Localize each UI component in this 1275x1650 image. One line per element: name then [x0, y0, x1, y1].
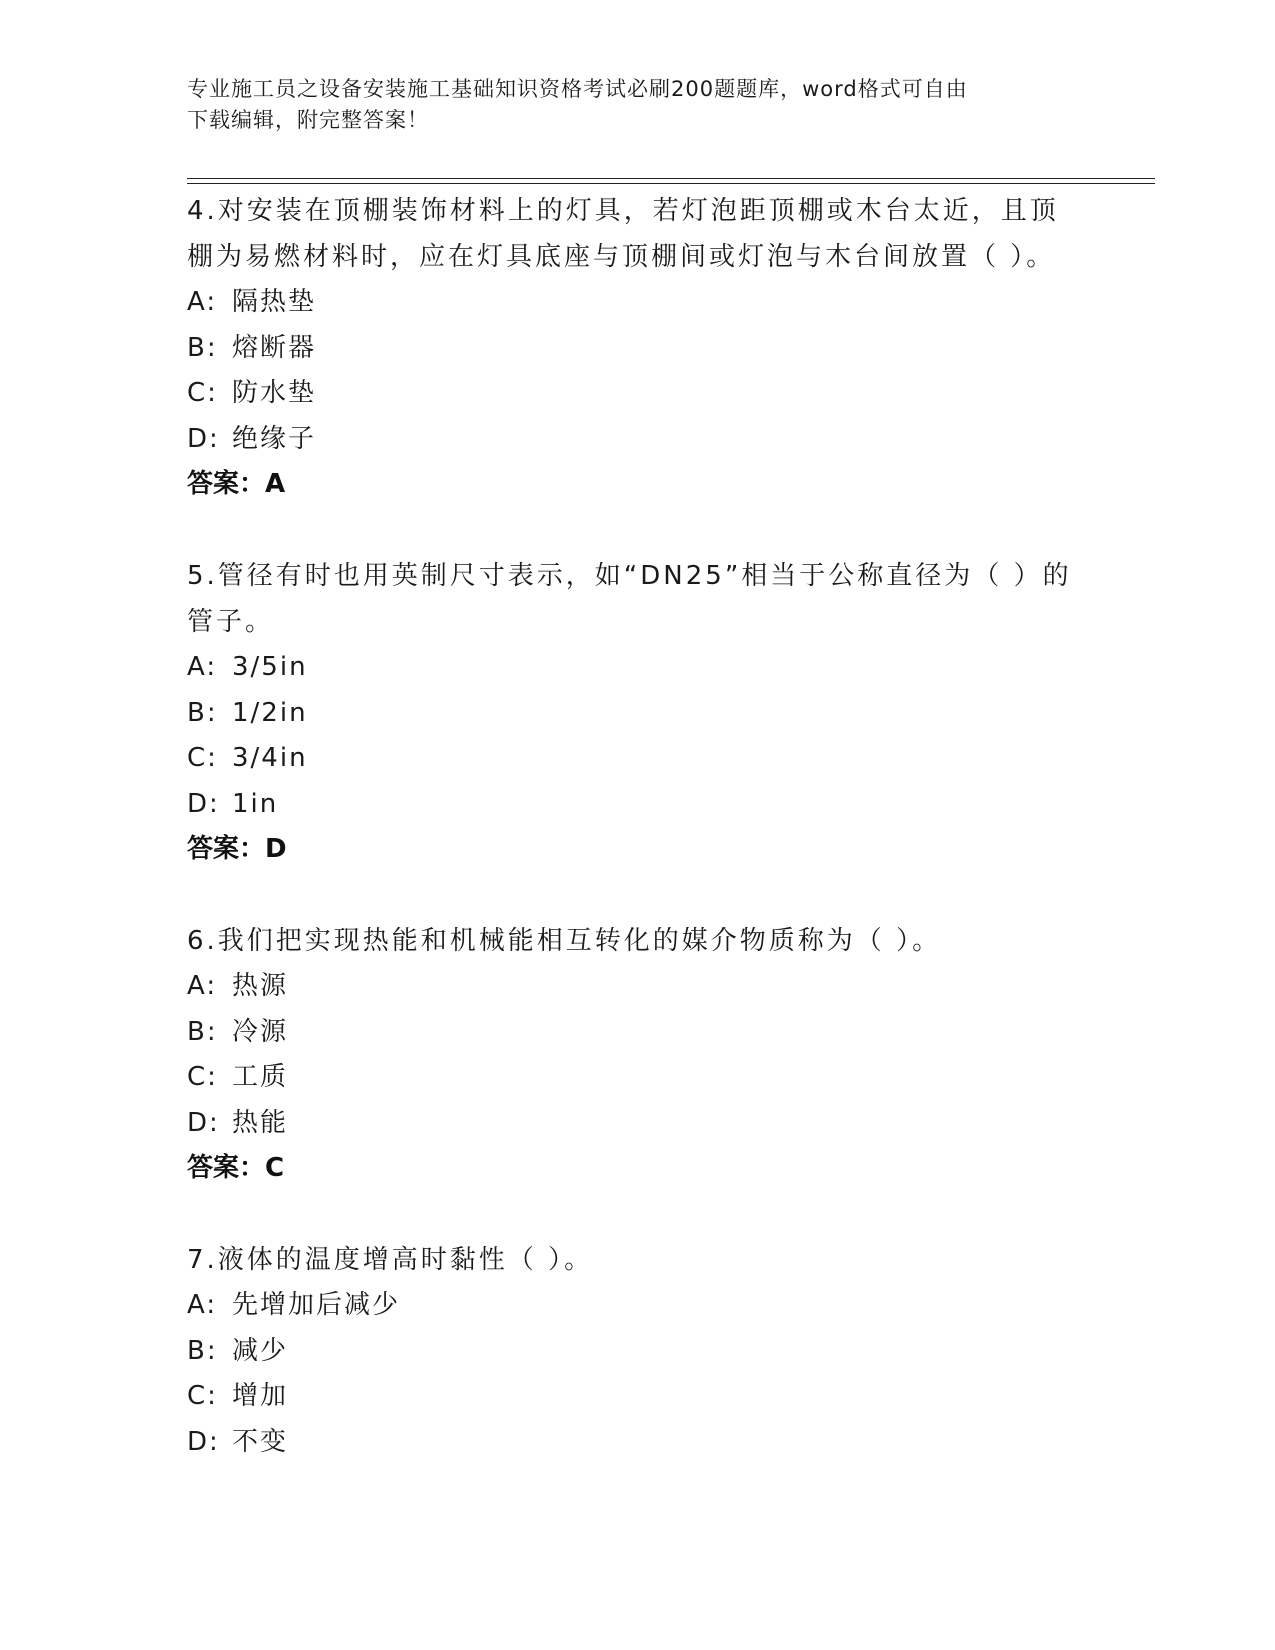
option-text: 熔断器 — [232, 332, 317, 363]
option-text: 增加 — [232, 1381, 289, 1411]
option-text: 不变 — [232, 1426, 289, 1457]
option-text: 工质 — [232, 1062, 289, 1092]
option-text: 绝缘子 — [232, 423, 317, 454]
option-a — [187, 1283, 1087, 1329]
option-text: 1/2in — [232, 697, 308, 728]
header-title-line-2: 下载编辑，附完整答案！ — [187, 108, 429, 132]
option-text: 热能 — [232, 1107, 289, 1138]
option-text: 冷源 — [232, 1016, 289, 1047]
question-7 — [187, 1237, 1087, 1465]
question-list — [187, 188, 1087, 1465]
option-c — [187, 736, 1087, 782]
option-b — [187, 326, 1087, 372]
answer-line: 答案：A — [187, 469, 286, 499]
option-key: D: — [187, 423, 220, 454]
question-stem-line: 6.我们把实现热能和机械能相互转化的媒介物质称为（ ）。 — [187, 926, 942, 956]
option-b — [187, 691, 1087, 737]
header-divider-top — [187, 178, 1155, 179]
question-4 — [187, 188, 1087, 507]
option-c — [187, 371, 1087, 417]
option-text: 防水垫 — [232, 378, 317, 408]
option-text: 3/5in — [232, 652, 308, 682]
option-text: 先增加后减少 — [232, 1290, 401, 1320]
option-text: 减少 — [232, 1335, 289, 1366]
question-stem-line: 4.对安装在顶棚装饰材料上的灯具，若灯泡距顶棚或木台太近，且顶 — [187, 196, 1059, 226]
option-b — [187, 1329, 1087, 1375]
option-key: A: — [187, 287, 218, 317]
question-stem-line: 5.管径有时也用英制尺寸表示，如“DN25”相当于公称直径为（ ）的 — [187, 561, 1072, 591]
option-text: 隔热垫 — [232, 287, 317, 317]
option-text: 3/4in — [232, 743, 308, 773]
option-c — [187, 1055, 1087, 1101]
option-b — [187, 1010, 1087, 1056]
option-key: A: — [187, 1290, 218, 1320]
option-d — [187, 1420, 1087, 1466]
document-header — [187, 74, 1087, 136]
option-key: C: — [187, 1062, 218, 1092]
option-key: D: — [187, 788, 220, 819]
option-key: C: — [187, 378, 218, 408]
option-d — [187, 1101, 1087, 1147]
question-spacer — [187, 1191, 1087, 1237]
option-key: B: — [187, 332, 218, 363]
answer-line: 答案：D — [187, 834, 287, 864]
option-a — [187, 280, 1087, 326]
question-stem-line: 7.液体的温度增高时黏性（ ）。 — [187, 1245, 594, 1275]
question-stem-line: 管子。 — [187, 607, 275, 637]
answer-line: 答案：C — [187, 1153, 285, 1183]
option-key: C: — [187, 1381, 218, 1411]
question-stem-line: 棚为易燃材料时，应在灯具底座与顶棚间或灯泡与木台间放置（ ）。 — [187, 242, 1056, 272]
option-c — [187, 1374, 1087, 1420]
option-d — [187, 782, 1087, 828]
question-spacer — [187, 872, 1087, 918]
option-key: A: — [187, 971, 218, 1001]
question-6 — [187, 918, 1087, 1191]
option-text: 1in — [232, 788, 279, 819]
option-a — [187, 964, 1087, 1010]
option-key: C: — [187, 743, 218, 773]
option-a — [187, 645, 1087, 691]
header-divider-bottom — [187, 183, 1155, 184]
question-5 — [187, 553, 1087, 872]
option-key: B: — [187, 1335, 218, 1366]
option-key: D: — [187, 1426, 220, 1457]
option-key: B: — [187, 1016, 218, 1047]
header-title-line-1: 专业施工员之设备安装施工基础知识资格考试必刷200题题库，word格式可自由 — [187, 77, 968, 101]
option-key: B: — [187, 697, 218, 728]
option-key: D: — [187, 1107, 220, 1138]
question-spacer — [187, 507, 1087, 553]
option-key: A: — [187, 652, 218, 682]
option-d — [187, 417, 1087, 463]
option-text: 热源 — [232, 971, 289, 1001]
